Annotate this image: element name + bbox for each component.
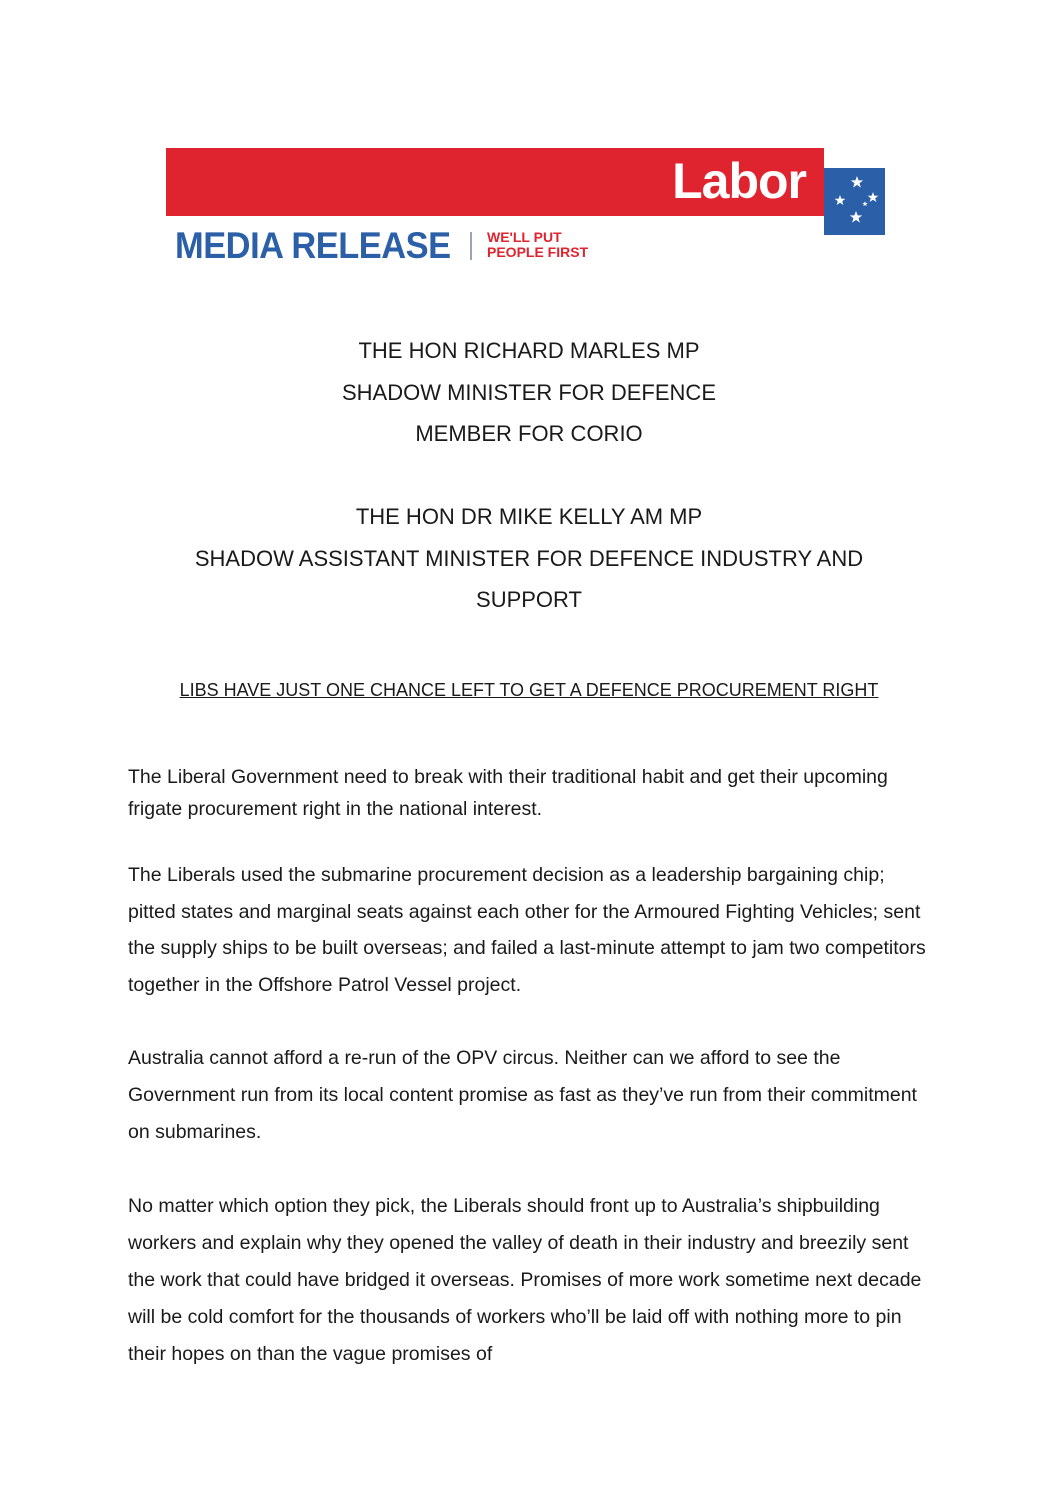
- minister-block-marles: [0, 330, 1058, 455]
- minister-role: SHADOW MINISTER FOR DEFENCE: [341, 379, 716, 405]
- body-paragraph: Australia cannot afford a re-run of the OPV circus. Neither can we afford to see the Government run from its local content promise as fast as they’ve run from their commitment on submarines.: [128, 1047, 917, 1143]
- minister-name: THE HON DR MIKE KELLY AM MP: [355, 504, 703, 529]
- minister-role-line-1: SHADOW ASSISTANT MINISTER FOR DEFENCE INDUSTRY AND: [194, 545, 864, 571]
- banner-red-bar: [166, 148, 824, 216]
- body-paragraph: The Liberals used the submarine procurement decision as a leadership bargaining chip; pitted states and marginal seats against each other for the Armoured Fighting Vehicles; sent the supply ships to be built overseas; and failed a last-minute attempt to jam two competitors together in the Offshore Patrol Vessel project.: [128, 864, 926, 997]
- minister-name: THE HON RICHARD MARLES MP: [358, 338, 700, 363]
- minister-seat: MEMBER FOR CORIO: [415, 421, 643, 446]
- media-release-banner: [0, 0, 1058, 290]
- minister-block-kelly: [0, 496, 1058, 621]
- southern-cross-stars-icon: [824, 168, 885, 235]
- tagline: [487, 230, 588, 260]
- body-paragraph: No matter which option they pick, the Liberals should front up to Australia’s shipbuilding workers and explain why they opened the valley of death in their industry and breezily sent the work that could have bridged it overseas. Promises of more work sometime next decade will be cold comfort for the thousands of workers who’ll be laid off with nothing more to pin their hopes on than the vague promises of: [128, 1195, 922, 1365]
- media-release-label: MEDIA RELEASE: [175, 225, 451, 266]
- body-paragraph: The Liberal Government need to break with their traditional habit and get their upcoming frigate procurement right in the national interest.: [128, 766, 888, 820]
- tagline-line-1: WE'LL PUT: [487, 229, 562, 245]
- release-headline: LIBS HAVE JUST ONE CHANCE LEFT TO GET A DEFENCE PROCUREMENT RIGHT: [179, 680, 879, 700]
- labor-logo-text: Labor: [672, 153, 806, 209]
- banner-divider: [470, 232, 472, 260]
- minister-role-line-2: SUPPORT: [476, 587, 582, 612]
- tagline-line-2: PEOPLE FIRST: [487, 244, 589, 260]
